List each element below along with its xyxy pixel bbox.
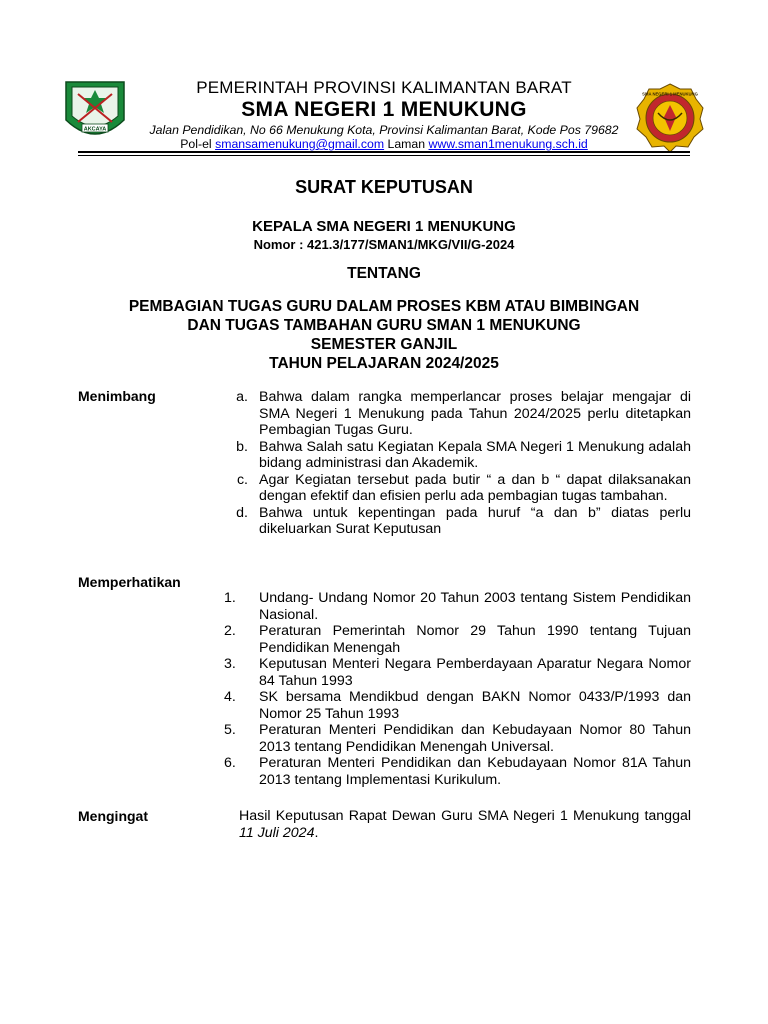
contact-line [134,137,634,151]
mengingat-body: Hasil Keputusan Rapat Dewan Guru SMA Negeri 1 Menukung tanggal [239,808,691,824]
letterhead-divider-thin [78,155,690,156]
list-item [224,590,691,623]
item-text: SK bersama Mendikbud dengan BAKN Nomor 0433/P/1993 dan Nomor 25 Tahun 1993 [259,689,691,722]
school-name: SMA NEGERI 1 MENUKUNG [241,98,527,121]
item-marker: a. [236,389,248,405]
item-marker: 4. [224,689,236,705]
province-name: PEMERINTAH PROVINSI KALIMANTAN BARAT [196,78,572,97]
mengingat-end: . [314,824,319,841]
list-item [224,439,691,472]
list-item [224,389,691,439]
item-marker: 5. [224,722,236,738]
email-link[interactable]: smansamenukung@gmail.com [215,137,385,151]
item-marker: d. [236,504,248,521]
document-number: Nomor : 421.3/177/SMAN1/MKG/VII/G-2024 [253,237,515,252]
item-text: Bahwa untuk kepentingan pada huruf “a dan b” diatas perlu dikeluarkan Surat Keputusan [259,504,691,537]
subject-line: TAHUN PELAJARAN 2024/2025 [269,355,499,372]
item-marker: c. [236,471,248,488]
subject-line: PEMBAGIAN TUGAS GURU DALAM PROSES KBM ATAU BIMBINGAN [128,298,640,315]
letterhead [134,78,634,151]
list-item [224,755,691,788]
school-address: Jalan Pendidikan, No 66 Menukung Kota, Provinsi Kalimantan Barat, Kode Pos 79682 [149,123,619,137]
kalbar-provincial-emblem-logo [60,78,130,144]
list-item [224,472,691,505]
mengingat-date: 11 Juli 2024 [239,824,315,841]
item-text: Peraturan Menteri Pendidikan dan Kebudayaan Nomor 81A Tahun 2013 tentang Implementasi Kurikulum. [259,755,691,788]
item-text: Bahwa dalam rangka memperlancar proses belajar mengajar di SMA Negeri 1 Menukung pada Tahun 2024/2025 perlu ditetapkan Pembagian Tugas Guru. [259,389,691,438]
issuer-title: KEPALA SMA NEGERI 1 MENUKUNG [252,218,516,235]
website-label: Laman [384,137,429,151]
letterhead-divider-thick [78,151,690,153]
list-item [224,656,691,689]
item-text: Peraturan Menteri Pendidikan dan Kebudayaan Nomor 80 Tahun 2013 tentang Pendidikan Menengah Universal. [259,722,691,755]
memperhatikan-label: Memperhatikan [78,574,181,590]
item-marker: 1. [224,590,236,606]
website-link[interactable]: www.sman1menukung.sch.id [428,137,588,151]
item-text: Agar Kegiatan tersebut pada butir “ a dan b “ dapat dilaksanakan dengan efektif dan efisien perlu ada pembagian tugas tambahan. [259,471,691,504]
subject-block [0,297,768,373]
item-marker: 3. [224,656,236,672]
email-label: Pol-el [180,137,216,151]
item-text: Bahwa Salah satu Kegiatan Kepala SMA Negeri 1 Menukung adalah bidang administrasi dan Akademik. [259,438,691,471]
emblem-banner-text: AKCAYA [83,126,107,133]
document-title: SURAT KEPUTUSAN [295,177,473,197]
mengingat-label: Mengingat [78,808,148,824]
tentang-heading: TENTANG [347,265,421,282]
item-text: Undang- Undang Nomor 20 Tahun 2003 tentang Sistem Pendidikan Nasional. [259,590,691,623]
list-item [224,623,691,656]
item-marker: 2. [224,623,236,639]
list-item [224,689,691,722]
list-item [224,505,691,538]
subject-line: DAN TUGAS TAMBAHAN GURU SMAN 1 MENUKUNG [187,317,581,334]
memperhatikan-list [224,590,691,788]
emblem-ring-text: SMA NEGERI 1 MENUKUNG [642,91,698,97]
subject-line: SEMESTER GANJIL [310,336,458,353]
school-emblem-logo [636,83,704,153]
mengingat-text [239,808,691,841]
item-text: Keputusan Menteri Negara Pemberdayaan Aparatur Negara Nomor 84 Tahun 1993 [259,656,691,689]
item-marker: b. [236,438,248,455]
menimbang-label: Menimbang [78,388,156,404]
list-item [224,722,691,755]
item-marker: 6. [224,755,236,771]
menimbang-list [224,389,691,538]
item-text: Peraturan Pemerintah Nomor 29 Tahun 1990 tentang Tujuan Pendidikan Menengah [259,623,691,656]
